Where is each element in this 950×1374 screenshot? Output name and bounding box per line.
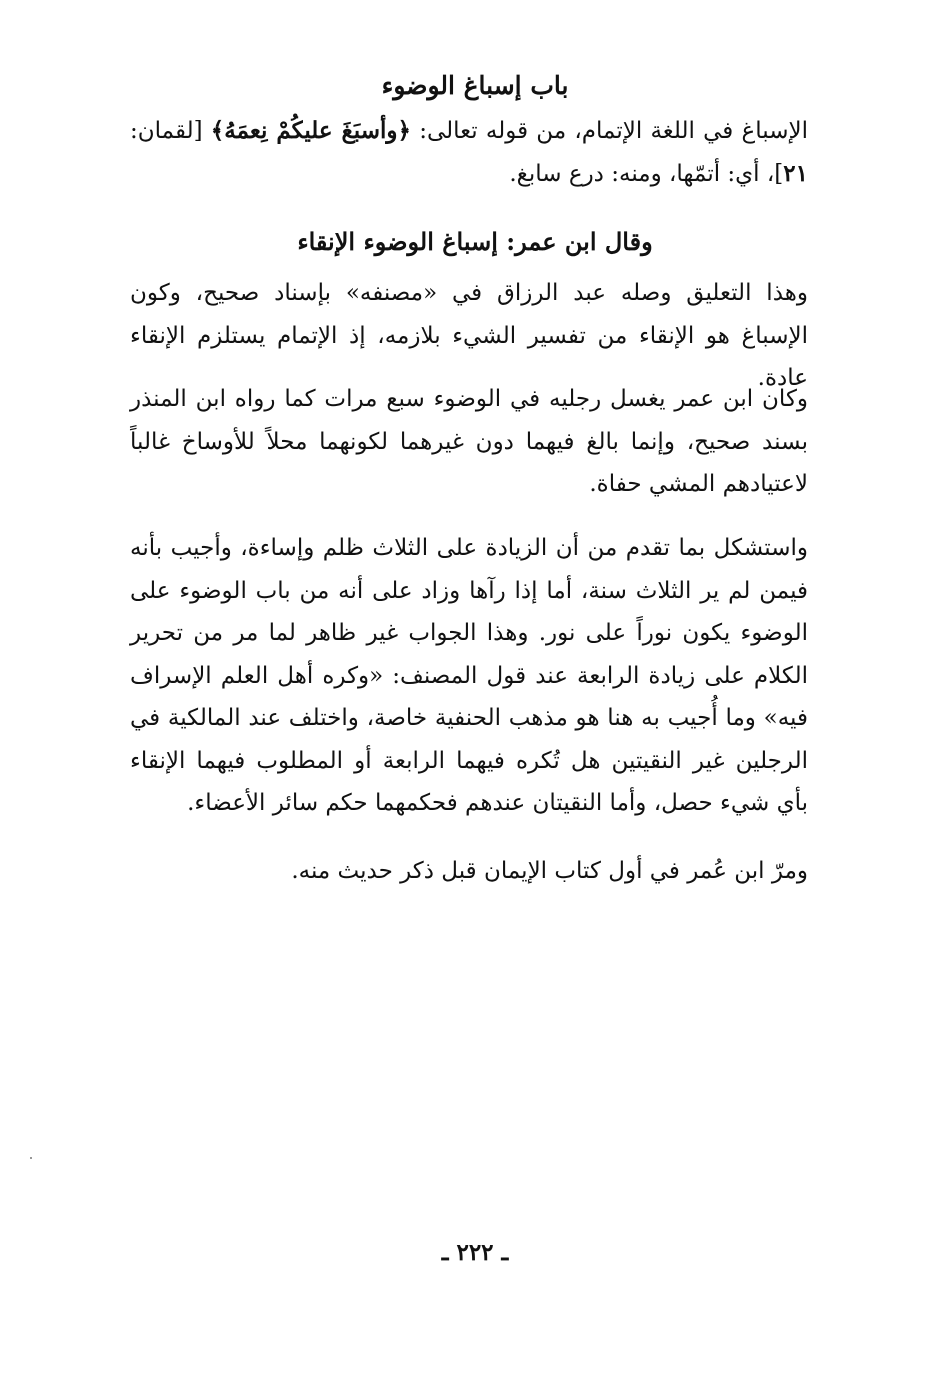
paragraph-ibn-umar: وكان ابن عمر يغسل رجليه في الوضوء سبع مرات كما رواه ابن المنذر بسند صحيح، وإنما بالغ فيهما دون غيرهما لكونهما محلاً للأوساخ غالباً لاعتيادهم المشي حفاة.: [130, 386, 808, 497]
intro-text-end: ]، أي: أتمّها، ومنه: درع سابغ.: [509, 160, 784, 187]
paragraph-commentary: وهذا التعليق وصله عبد الرزاق في «مصنفه» بإسناد صحيح، وكون الإسباغ هو الإنقاء من تفسير الشيء بلازمه، إذ الإتمام يستلزم الإنقاء عادة.: [130, 280, 808, 391]
paragraph-closing: ومرّ ابن عُمر في أول كتاب الإيمان قبل ذكر حديث منه.: [291, 858, 808, 884]
chapter-title: باب إسباغ الوضوء: [381, 71, 569, 100]
quran-quote: ﴿وأسبَغَ عليكُمْ نِعمَهُ﴾: [210, 117, 411, 144]
intro-text-before: الإسباغ في اللغة الإتمام، من قوله تعالى:: [410, 118, 808, 144]
page-number: ـ ٢٢٢ ـ: [441, 1239, 509, 1266]
paragraph-objection: واستشكل بما تقدم من أن الزيادة على الثلاث ظلم وإساءة، وأجيب بأنه فيمن لم ير الثلاث سنة، أما إذا رآها وزاد على أنه من باب الوضوء على الوضوء يكون نوراً على نور. وهذا الجواب غير ظاهر لما مر من تحرير الكلام على زيادة الرابعة عند قول المصنف: «وكره أهل العلم الإسراف فيه» وما أُجيب به هنا هو مذهب الحنفية خاصة، واختلف عند المالكية في الرجلين غير النقيتين هل تُكره فيهما الرابعة أو المطلوب فيهما الإنقاء بأي شيء حصل، وأما النقيتان عندهم فحكمهما حكم سائر الأعضاء.: [130, 535, 808, 816]
scan-speck: [30, 1157, 32, 1159]
quote-heading: وقال ابن عمر: إسباغ الوضوء الإنقاء: [297, 227, 653, 256]
intro-paragraph: [130, 110, 808, 195]
verse-number: ٢١: [783, 159, 808, 187]
intro-text-after: [لقمان:: [130, 118, 211, 144]
